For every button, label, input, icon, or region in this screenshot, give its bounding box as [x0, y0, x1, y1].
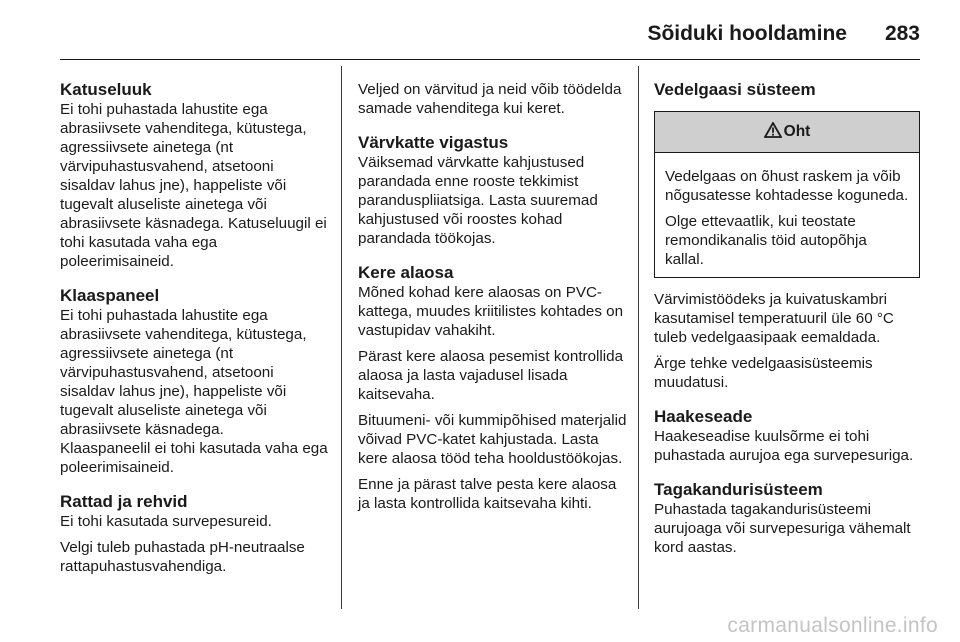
section-title: Sõiduki hooldamine [647, 22, 847, 45]
column-3 [654, 80, 920, 557]
warning-triangle-icon [764, 122, 782, 138]
page-header [60, 14, 920, 54]
watermark: carmanualsonline.info [727, 614, 938, 637]
warning-box [654, 111, 920, 278]
heading-klaaspaneel: Klaaspaneel [60, 286, 160, 305]
paragraph: Värvimistöödeks ja kuivatuskambri kasutamisel temperatuuril üle 60 °C tuleb vedelgaasipaak eemaldada. [654, 291, 894, 346]
paragraph: Veljed on värvitud ja neid võib töödelda samade vahenditega kui keret. [358, 81, 622, 117]
paragraph: Velgi tuleb puhastada pH-neutraalse rattapuhastusvahendiga. [60, 539, 305, 575]
warning-text: Olge ettevaatlik, kui teostate remondikanalis töid autopõhja kallal. [665, 213, 867, 268]
heading-haakeseade: Haakeseade [654, 407, 753, 426]
paragraph: Ei tohi puhastada lahustite ega abrasiivsete vahenditega, kütustega, agressiivsete ainetega (nt värvipuhastusvahend, atsetooni sisaldav lahus jne), happeliste või tugevalt aluseliste ainetega või abrasiivsete käsnadega. Katuseluugil ei tohi kasutada vaha ega poleerimisaineid. [60, 101, 327, 270]
heading-rattad-ja-rehvid: Rattad ja rehvid [60, 492, 188, 511]
paragraph: Haakeseadise kuulsõrme ei tohi puhastada aurujoa ega survepesuriga. [654, 428, 914, 464]
paragraph: Pärast kere alaosa pesemist kontrollida alaosa ja lasta vajadusel lisada kaitsevaha. [358, 348, 624, 403]
warning-header [655, 112, 919, 153]
paragraph: Mõned kohad kere alaosas on PVC-kattega, muudes kriitilistes kohtades on vastupidav vahakiht. [358, 284, 624, 339]
heading-tagakandurisusteem: Tagakandurisüsteem [654, 480, 823, 499]
warning-text: Vedelgaas on õhust raskem ja võib nõgusatesse kohtadesse koguneda. [665, 168, 909, 204]
warning-body [655, 153, 919, 277]
heading-vedelgaasi-susteem: Vedelgaasi süsteem [654, 80, 816, 99]
paragraph: Ei tohi puhastada lahustite ega abrasiivsete vahenditega, kütustega, agressiivsete ainetega (nt värvipuhastusvahend, atsetooni sisaldav lahus jne), happeliste või tugevalt aluseliste ainetega või abrasiivsete käsnadega. [60, 307, 307, 438]
paragraph: Ärge tehke vedelgaasisüsteemis muudatusi. [654, 355, 873, 391]
paragraph: Bituumeni- või kummipõhised materjalid võivad PVC-katet kahjustada. Lasta kere alaosa tööd teha hooldustöökojas. [358, 412, 627, 467]
heading-katuseluuk: Katuseluuk [60, 80, 152, 99]
column-divider-2 [638, 66, 639, 609]
paragraph: Enne ja pärast talve pesta kere alaosa ja lasta kontrollida kaitsevaha kihti. [358, 476, 617, 512]
heading-varvkatte-vigastus: Värvkatte vigastus [358, 133, 509, 152]
column-1 [60, 80, 328, 576]
paragraph: Väiksemad värvkatte kahjustused parandada enne rooste tekkimist paranduspliiatsiga. Lasta suuremad kahjustused või roostes kohad parandada töökojas. [358, 154, 598, 247]
column-2 [358, 80, 628, 513]
paragraph: Ei tohi kasutada survepesureid. [60, 513, 272, 530]
page-number: 283 [884, 22, 920, 45]
warning-label: Oht [783, 123, 811, 140]
paragraph: Klaaspaneelil ei tohi kasutada vaha ega poleerimisaineid. [60, 440, 328, 476]
header-rule [60, 59, 920, 60]
column-divider-1 [341, 66, 342, 609]
paragraph: Puhastada tagakandurisüsteemi aurujoaga või survepesuriga vähemalt kord aastas. [654, 501, 911, 556]
heading-kere-alaosa: Kere alaosa [358, 263, 454, 282]
